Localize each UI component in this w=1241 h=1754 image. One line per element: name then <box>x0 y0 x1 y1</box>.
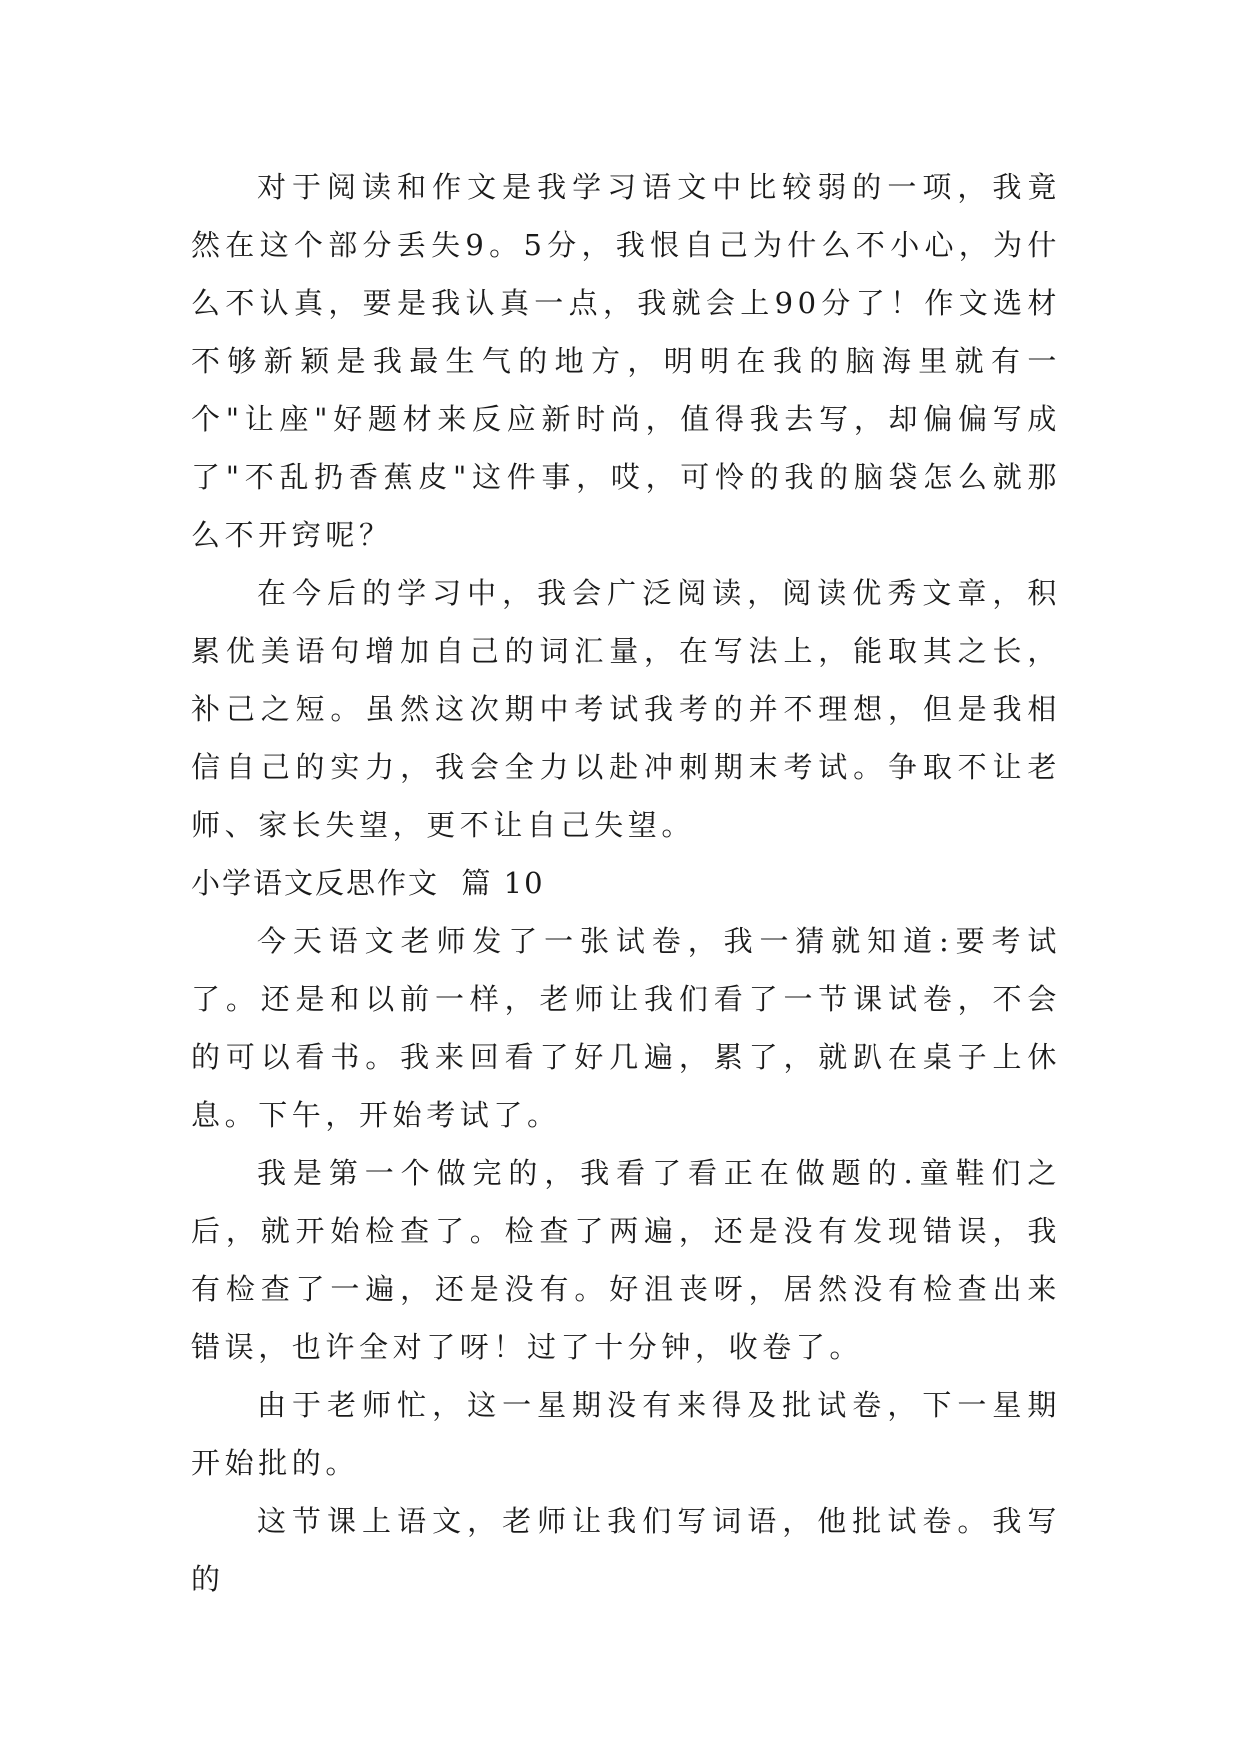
section-heading: 小学语文反思作文 篇 10 <box>191 866 545 900</box>
paragraph-reading-and-writing: 对于阅读和作文是我学习语文中比较弱的一项，我竟然在这个部分丢失9。5分，我恨自己为什么不小心，为什么不认真，要是我认真一点，我就会上90分了！作文选材不够新颖是我最生气的地方，明明在我的脑海里就有一个"让座"好题材来反应新时尚，值得我去写，却偏偏写成了"不乱扔香蕉皮"这件事，哎，可怜的我的脑袋怎么就那么不开窍呢？ <box>191 170 1061 552</box>
document-body <box>191 158 1061 1608</box>
paragraph-writing-words: 这节课上语文，老师让我们写词语，他批试卷。我写的 <box>191 1504 1061 1596</box>
paragraph-future-study: 在今后的学习中，我会广泛阅读，阅读优秀文章，积累优美语句增加自己的词汇量，在写法上，能取其之长，补己之短。虽然这次期中考试我考的并不理想，但是我相信自己的实力，我会全力以赴冲刺期末考试。争取不让老师、家长失望，更不让自己失望。 <box>191 576 1061 842</box>
paragraph-checking-answers: 我是第一个做完的，我看了看正在做题的.童鞋们之后，就开始检查了。检查了两遍，还是没有发现错误，我有检查了一遍，还是没有。好沮丧呀，居然没有检查出来错误，也许全对了呀！过了十分钟，收卷了。 <box>191 1156 1061 1364</box>
paragraph-teacher-busy: 由于老师忙，这一星期没有来得及批试卷，下一星期开始批的。 <box>191 1388 1061 1480</box>
paragraph-exam-announcement: 今天语文老师发了一张试卷，我一猜就知道:要考试了。还是和以前一样，老师让我们看了一节课试卷，不会的可以看书。我来回看了好几遍，累了，就趴在桌子上休息。下午，开始考试了。 <box>191 924 1061 1132</box>
